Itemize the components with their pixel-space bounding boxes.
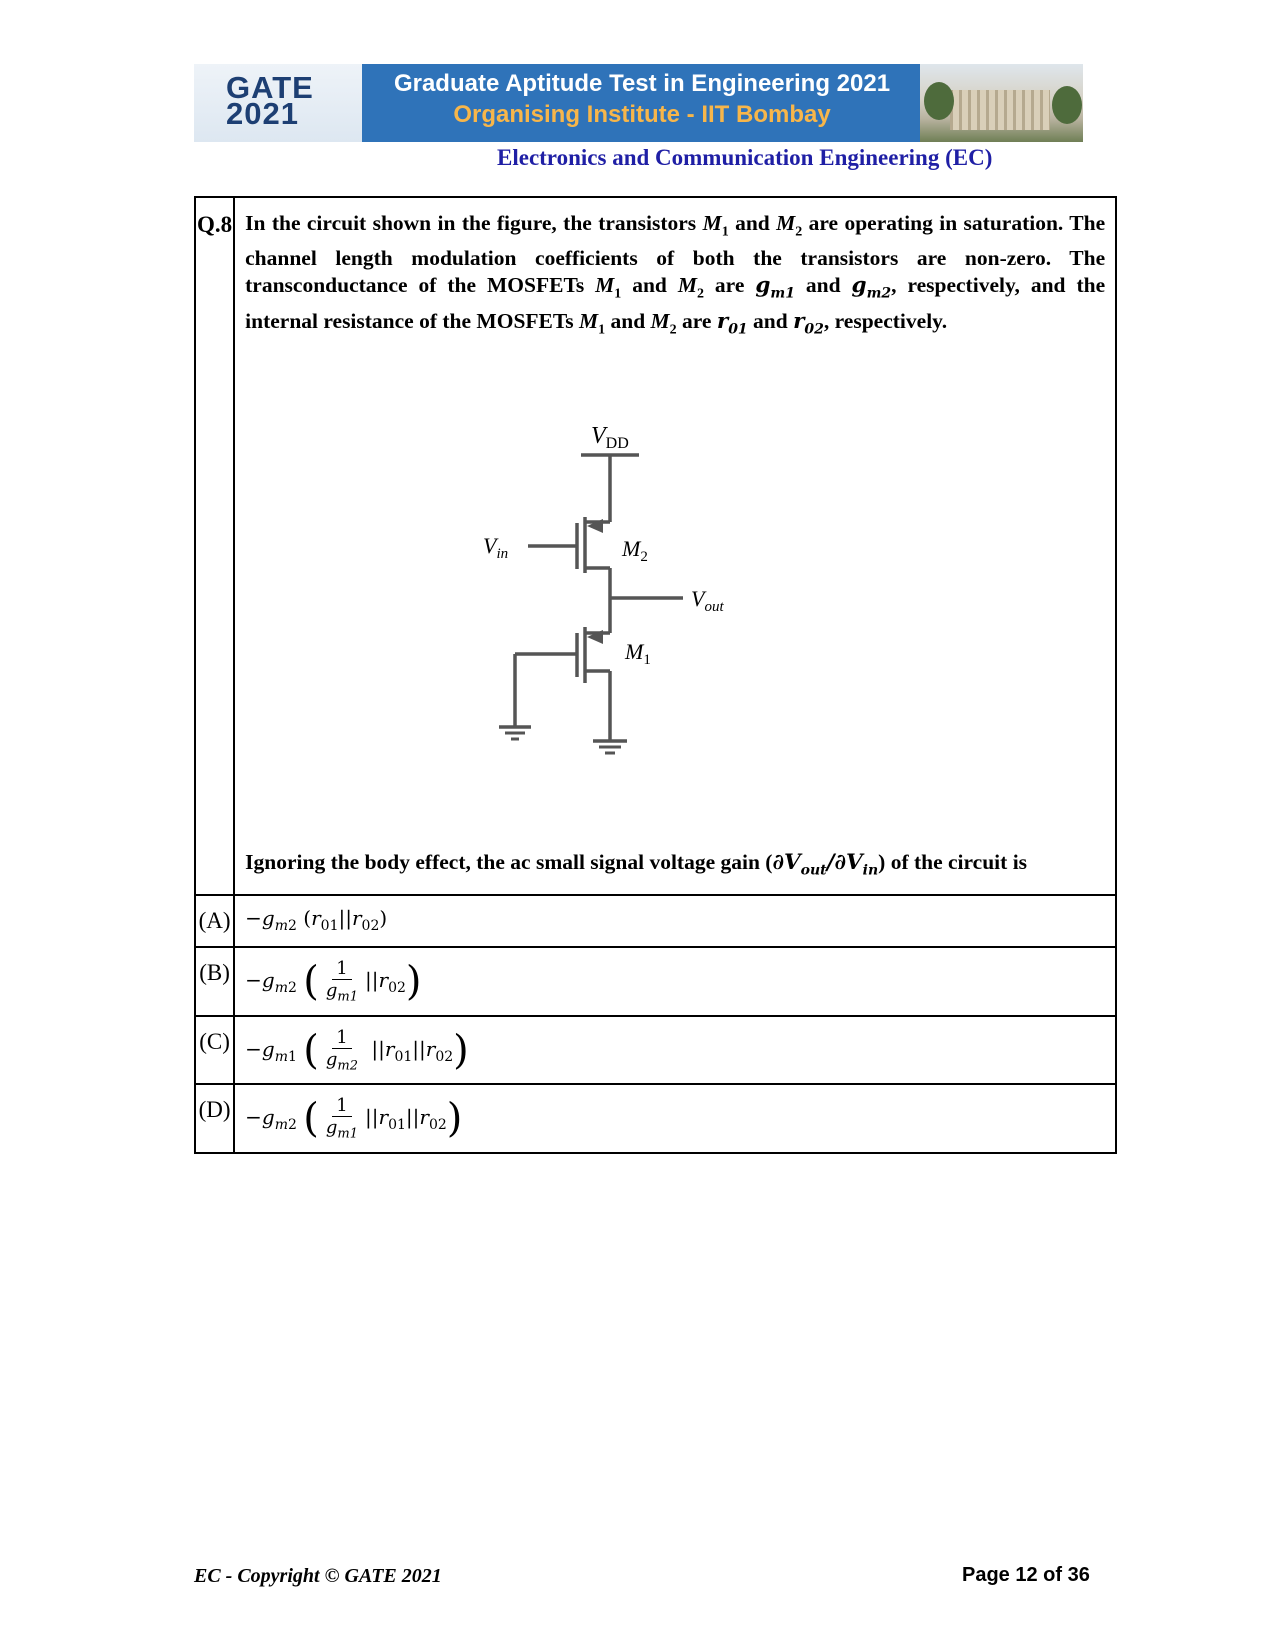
building-image bbox=[950, 90, 1050, 130]
question-table bbox=[194, 196, 1117, 1154]
question-number: Q.8 bbox=[195, 197, 234, 895]
logo-line2: 2021 bbox=[226, 96, 299, 131]
m1-label: $M_1$ bbox=[625, 638, 651, 668]
tree-image bbox=[924, 82, 954, 120]
vout-label: $V_{out}$ bbox=[691, 585, 724, 615]
logo-line1: GATE bbox=[226, 70, 314, 105]
vin-label: $V_{in}$ bbox=[483, 532, 509, 562]
footer-page-number: Page 12 of 36 bbox=[962, 1564, 1090, 1586]
header-banner bbox=[194, 64, 1083, 142]
option-label: (C) bbox=[195, 1016, 234, 1085]
option-expression: $-g_{m1}$ ( $\frac{1}{g_{m2}}$ $||r_{01}||r_{02}$) bbox=[234, 1016, 1116, 1085]
option-row-a[interactable] bbox=[195, 895, 1116, 947]
question-body bbox=[234, 197, 1116, 895]
option-row-d[interactable] bbox=[195, 1084, 1116, 1153]
option-expression: $-g_{m2}$ $(r_{01}||r_{02})$ bbox=[234, 895, 1116, 947]
circuit-diagram bbox=[245, 401, 1105, 801]
option-expression: $-g_{m2}$ ( $\frac{1}{g_{m1}}$ $||r_{01}||r_{02}$) bbox=[234, 1084, 1116, 1153]
option-label: (A) bbox=[195, 895, 234, 947]
footer-copyright: EC - Copyright © GATE 2021 bbox=[194, 1565, 442, 1587]
option-expression: $-g_{m2}$ ( $\frac{1}{g_{m1}}$ $||r_{02}$) bbox=[234, 947, 1116, 1016]
m2-label: $M_2$ bbox=[622, 535, 648, 565]
gate-logo bbox=[194, 64, 362, 142]
tree-image bbox=[1052, 86, 1082, 124]
option-label: (B) bbox=[195, 947, 234, 1016]
campus-photo bbox=[920, 64, 1083, 142]
banner-subtitle: Organising Institute - IIT Bombay bbox=[453, 101, 831, 128]
banner-text-panel bbox=[362, 64, 920, 142]
option-row-c[interactable] bbox=[195, 1016, 1116, 1085]
option-label: (D) bbox=[195, 1084, 234, 1153]
vdd-label: $V_{DD}$ bbox=[591, 422, 629, 452]
option-row-b[interactable] bbox=[195, 947, 1116, 1016]
subject-title: Electronics and Communication Engineering (EC) bbox=[497, 145, 993, 170]
question-prompt: Ignoring the body effect, the ac small signal voltage gain $(\partial V_{out}/\partial V_{in})$ of the circuit is bbox=[245, 849, 1028, 879]
question-intro: In the circuit shown in the figure, the transistors $M_1$ and $M_2$ are operating in saturation. The channel length modulation coefficients of both the transistors are non-zero. The transconductance of the MOSFETs $M_1$ and $M_2$ are $g_{m1}$ and $g_{m2}$, respectively, and the internal resistance of the MOSFETs $M_1$ and $M_2$ are $r_{01}$ and $r_{02}$, respectively. bbox=[245, 211, 1106, 337]
question-row bbox=[195, 197, 1116, 895]
banner-title: Graduate Aptitude Test in Engineering 2021 bbox=[393, 70, 891, 97]
